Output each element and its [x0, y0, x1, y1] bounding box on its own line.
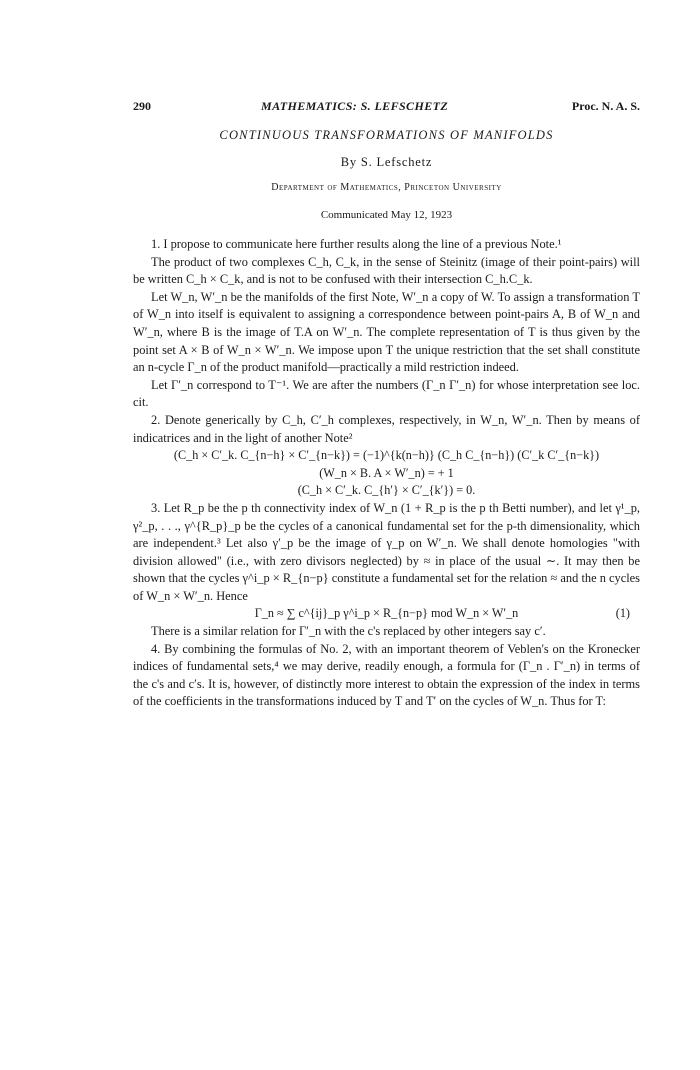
equation-formula: Γ_n ≈ ∑ c^{ij}_p γ^i_p × R_{n−p} mod W_n × W′_n [254, 606, 519, 621]
paragraph: The product of two complexes C_h, C_k, in the sense of Steinitz (image of their point-pairs) will be written C_h × C_k, and is not to be confused with their intersection C_h.C_k. [133, 254, 640, 287]
article-body [133, 236, 640, 711]
paragraph: Let W_n, W′_n be the manifolds of the first Note, W′_n a copy of W. To assign a transformation T of W_n into itself is equivalent to assigning a correspondence between point-pairs A, B of W_n and W′_n, where B is the image of T.A on W′_n. The complete representation of T is thus given by the point set A × B of W_n × W′_n. We impose upon T the unique restriction that the set shall constitute an n-cycle Γ_n of the product manifold—practically a mild restriction indeed. [133, 289, 640, 375]
author-byline: By S. Lefschetz [340, 155, 433, 169]
paragraph: 1. I propose to communicate here further results along the line of a previous Note.¹ [151, 237, 562, 251]
paragraph: 2. Denote generically by C_h, C′_h complexes, respectively, in W_n, W′_n. Then by means of indicatrices and in the light of another Note² [133, 412, 640, 445]
journal-section-title: MATHEMATICS: S. LEFSCHETZ [261, 99, 449, 113]
page-number: 290 [133, 99, 151, 113]
article-title: CONTINUOUS TRANSFORMATIONS OF MANIFOLDS [219, 128, 554, 142]
equation: (C_h × C′_k. C_{n−h} × C′_{n−k}) = (−1)^{k(n−h)} (C_h C_{n−h}) (C′_k C′_{n−k}) [173, 448, 600, 463]
equation-number: (1) [615, 606, 630, 621]
author-affiliation: Department of Mathematics, Princeton University [271, 182, 502, 193]
journal-reference: Proc. N. A. S. [571, 99, 640, 113]
communicated-date: Communicated May 12, 1923 [320, 209, 453, 221]
paragraph: There is a similar relation for Γ′_n with the c's replaced by other integers say c′. [151, 624, 546, 639]
equation: (C_h × C′_k. C_{h′} × C′_{k′}) = 0. [297, 483, 476, 498]
paragraph: Let Γ′_n correspond to T⁻¹. We are after the numbers (Γ_n Γ′_n) for whose interpretation see loc. cit. [133, 377, 640, 410]
paragraph: 3. Let R_p be the p th connectivity index of W_n (1 + R_p is the p th Betti number), and let γ¹_p, γ²_p, . . ., γ^{R_p}_p be the cycles of a canonical fundamental set for the p-th dimensionality, which are independent.³ Let also γ′_p be the image of γ_p on W′_n. We shall denote homologies "with division allowed" (i.e., with zero divisors neglected) by ≈ in place of the usual ∼. It may then be shown that the cycles γ^i_p × R_{n−p} constitute a fundamental set for the relation ≈ and the n cycles of W_n × W′_n. Hence [133, 500, 640, 603]
paragraph: 4. By combining the formulas of No. 2, with an important theorem of Veblen's on the Kronecker indices of fundamental sets,⁴ we may derive, readily enough, a formula for (Γ_n . Γ′_n) in terms of the c's and c′s. It is, however, of distinctly more interest to obtain the expression of the index in terms of the coefficients in the transformations induced by T and T′ on the cycles of W_n. Thus for T: [133, 641, 640, 709]
numbered-equation [133, 605, 640, 623]
running-head [133, 99, 640, 115]
equation: (W_n × B. A × W′_n) = + 1 [319, 465, 454, 480]
